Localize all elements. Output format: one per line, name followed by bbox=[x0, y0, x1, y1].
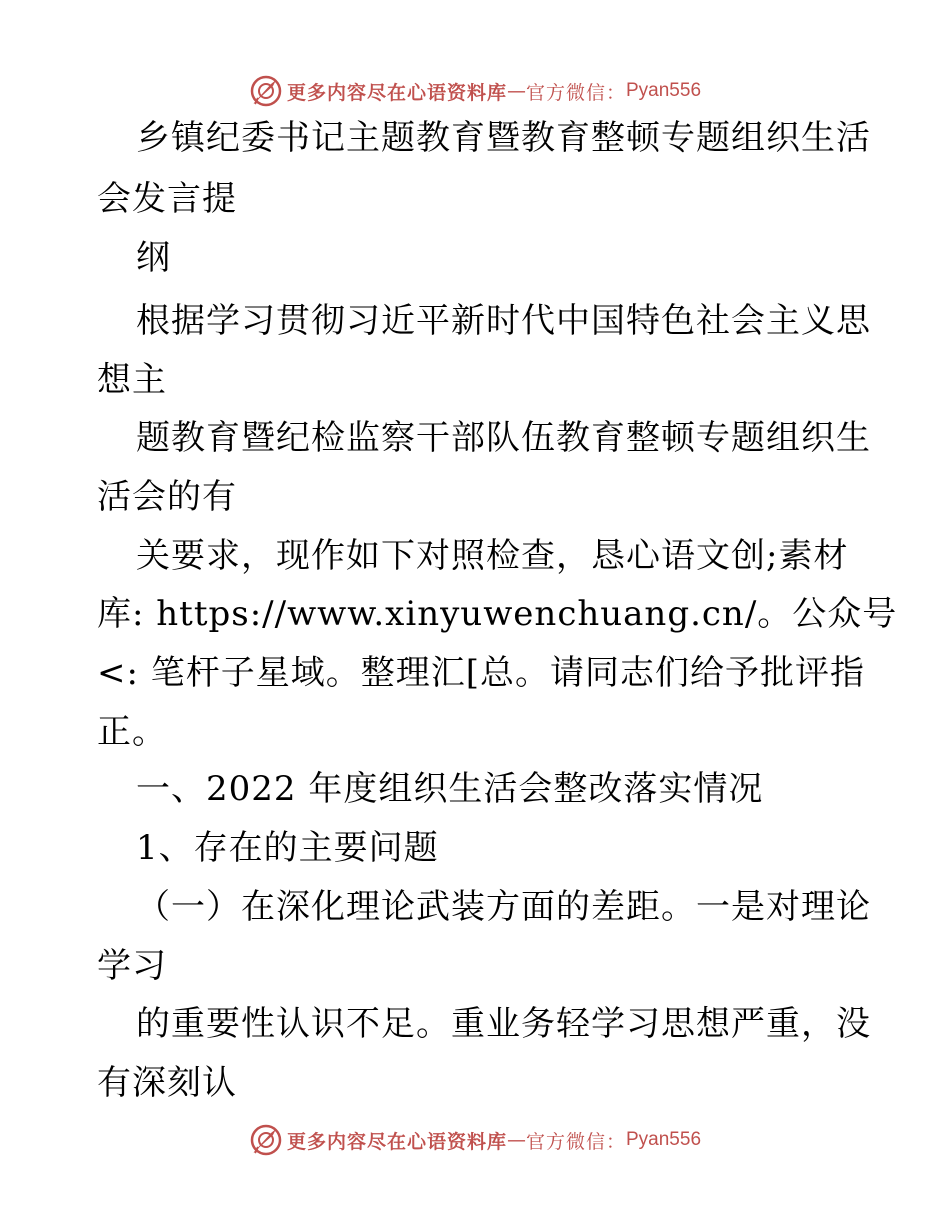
doc-paragraph-line: 的重要性认识不足。重业务轻学习思想严重，没 bbox=[136, 1004, 871, 1044]
doc-section-heading: 一、2022 年度组织生活会整改落实情况 bbox=[136, 769, 764, 809]
banner-wechat-label: 官方微信： bbox=[525, 81, 626, 104]
doc-paragraph-line: 关要求，现作如下对照检查，恳心语文创;素材 bbox=[136, 536, 849, 576]
banner-wechat-id: Pyan556 bbox=[626, 1129, 702, 1150]
doc-title-line-2: 会发言提 bbox=[97, 179, 237, 219]
banner-separator: — bbox=[506, 1129, 526, 1151]
doc-paragraph-line: <: 笔杆子星域。整理汇[总。请同志们给予批评指 bbox=[97, 653, 866, 693]
banner-brand-text: 更多内容尽在心语资料库 bbox=[286, 1130, 507, 1153]
doc-paragraph-line: 有深刻认 bbox=[97, 1063, 237, 1103]
banner-brand-text: 更多内容尽在心语资料库 bbox=[286, 81, 507, 104]
doc-paragraph-line: 想主 bbox=[97, 360, 167, 400]
doc-title-line-1: 乡镇纪委书记主题教育暨教育整顿专题组织生活 bbox=[136, 118, 871, 158]
header-banner bbox=[0, 71, 950, 111]
banner-separator: — bbox=[506, 80, 526, 102]
banner-wechat-label: 官方微信： bbox=[525, 1130, 626, 1153]
doc-title-line-3: 纲 bbox=[136, 238, 171, 278]
doc-paragraph-line: （一）在深化理论武装方面的差距。一是对理论 bbox=[136, 887, 871, 927]
doc-paragraph-line: 库: https://www.xinyuwenchuang.cn/。公众号 bbox=[97, 594, 898, 634]
banner-wechat-id: Pyan556 bbox=[626, 80, 702, 101]
footer-banner bbox=[0, 1120, 950, 1160]
doc-paragraph-line: 根据学习贯彻习近平新时代中国特色社会主义思 bbox=[136, 301, 871, 341]
doc-subsection-heading: 1、存在的主要问题 bbox=[136, 828, 439, 868]
doc-paragraph-line: 题教育暨纪检监察干部队伍教育整顿专题组织生 bbox=[136, 418, 871, 458]
doc-paragraph-line: 活会的有 bbox=[97, 477, 237, 517]
quill-pen-logo-icon bbox=[249, 74, 283, 108]
doc-paragraph-line: 学习 bbox=[97, 946, 167, 986]
doc-paragraph-line: 正。 bbox=[97, 712, 167, 752]
quill-pen-logo-icon bbox=[249, 1123, 283, 1157]
